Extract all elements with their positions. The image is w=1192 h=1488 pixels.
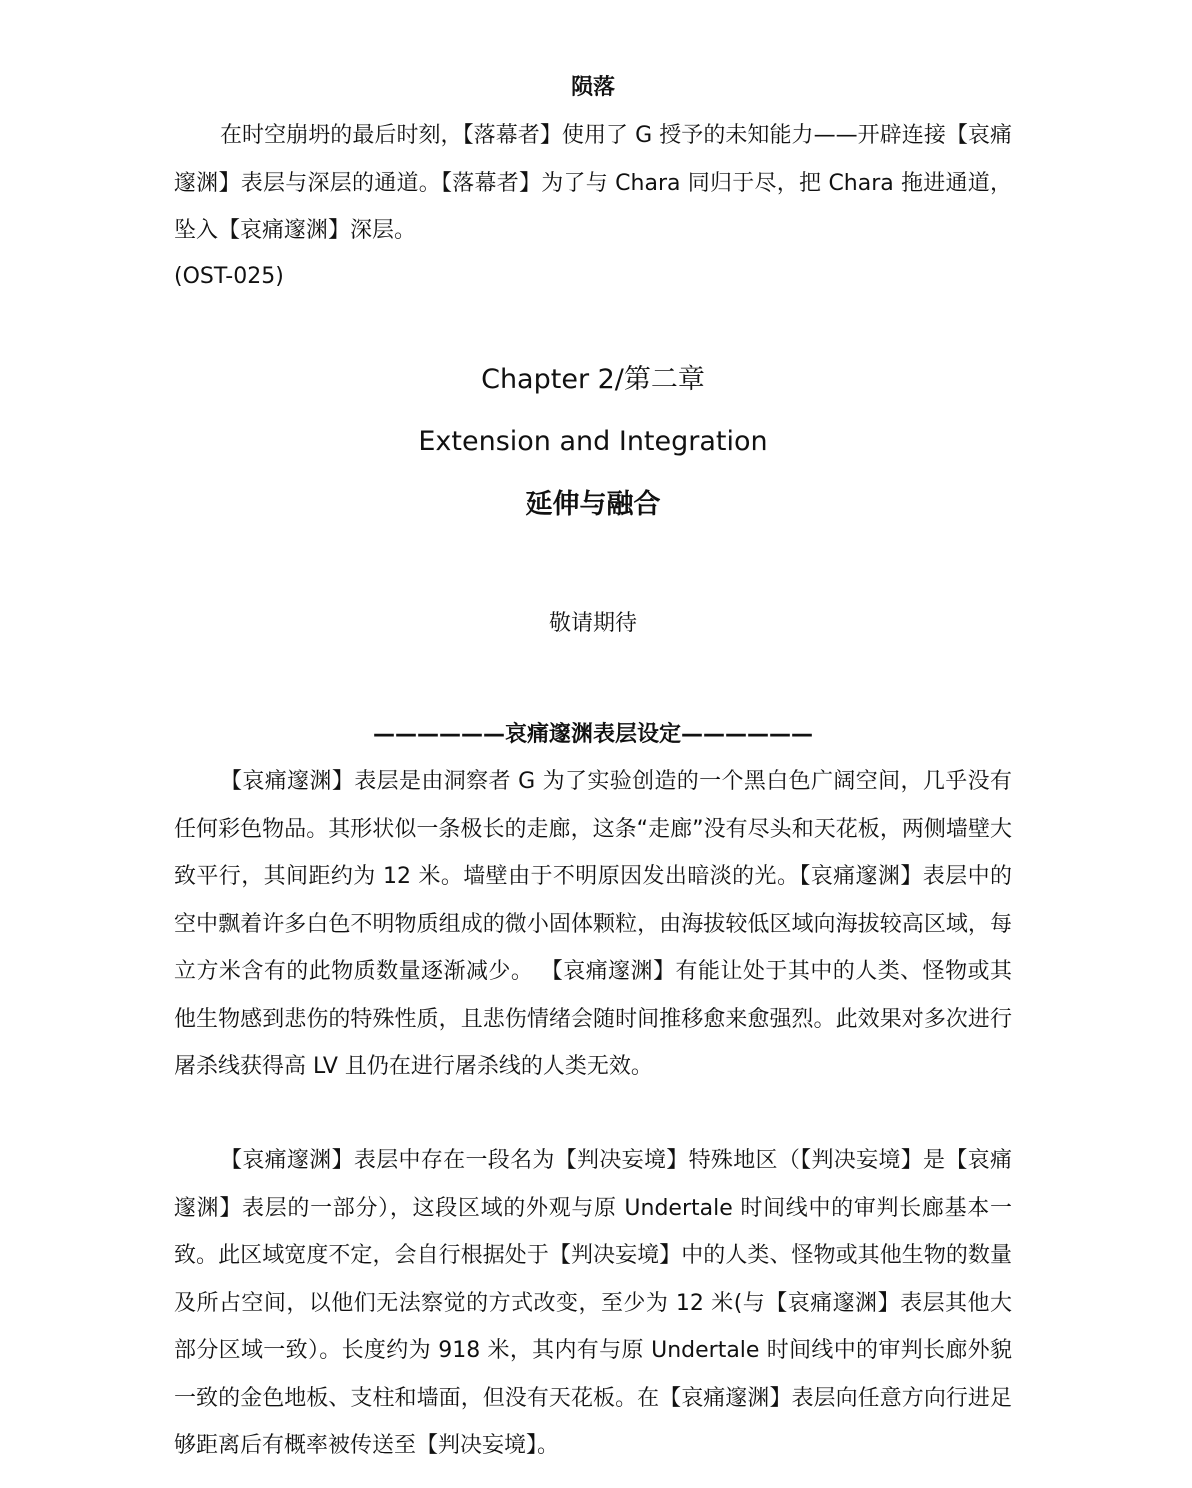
document-page xyxy=(174,0,1012,1488)
setting-section-title: ——————哀痛邃渊表层设定—————— xyxy=(372,722,813,747)
fall-paragraph: 在时空崩坍的最后时刻，【落幕者】使用了 G 授予的未知能力——开辟连接【哀痛邃渊】表层与深层的通道。【落幕者】为了与 Chara 同归于尽，把 Chara 拖进通道，坠入【哀痛邃渊】深层。 xyxy=(174,123,1012,243)
ost-reference: (OST-025) xyxy=(174,264,284,289)
section-title-fall: 陨落 xyxy=(570,75,615,100)
chapter-number: Chapter 2/第二章 xyxy=(481,364,705,395)
setting-paragraph-2: 【哀痛邃渊】表层中存在一段名为【判决妄境】特殊地区（【判决妄境】是【哀痛邃渊】表层的一部分），这段区域的外观与原 Undertale 时间线中的审判长廊基本一致。此区域宽度不定，会自行根据处于【判决妄境】中的人类、怪物或其他生物的数量及所占空间，以他们无法察觉的方式改变，至少为 12 米(与【哀痛邃渊】表层其他大部分区域一致）。长度约为 918 米，其内有与原 Undertale 时间线中的审判长廊外貌一致的金色地板、支柱和墙面，但没有天花板。在【哀痛邃渊】表层向任意方向行进足够距离后有概率被传送至【判决妄境】。 xyxy=(174,1148,1012,1458)
chapter-title-english: Extension and Integration xyxy=(418,426,768,457)
chapter-title-chinese: 延伸与融合 xyxy=(525,489,661,520)
setting-paragraph-1: 【哀痛邃渊】表层是由洞察者 G 为了实验创造的一个黑白色广阔空间，几乎没有任何彩色物品。其形状似一条极长的走廊，这条“走廊”没有尽头和天花板，两侧墙壁大致平行，其间距约为 12 米。墙壁由于不明原因发出暗淡的光。【哀痛邃渊】表层中的空中飘着许多白色不明物质组成的微小固体颗粒，由海拔较低区域向海拔较高区域，每立方米含有的此物质数量逐渐减少。 【哀痛邃渊】有能让处于其中的人类、怪物或其他生物感到悲伤的特殊性质，且悲伤情绪会随时间推移愈来愈强烈。此效果对多次进行屠杀线获得高 LV 且仍在进行屠杀线的人类无效。 xyxy=(174,769,1012,1079)
stay-tuned-text: 敬请期待 xyxy=(548,611,637,636)
